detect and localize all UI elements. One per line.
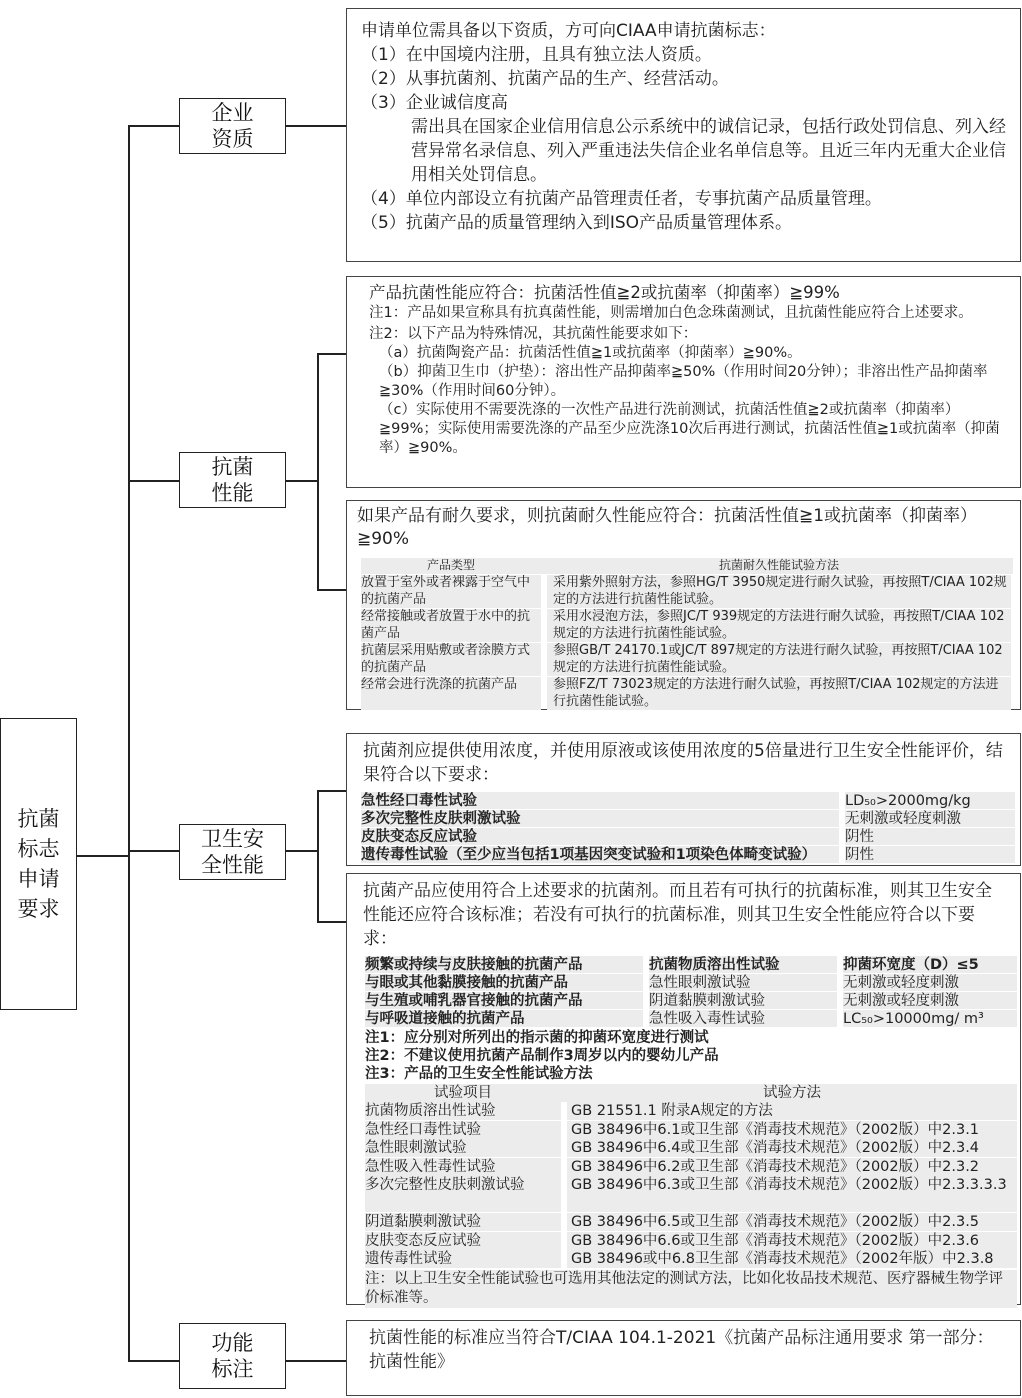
durability-row: [361, 575, 1013, 608]
method-item: 遗传毒性试验: [365, 1250, 561, 1268]
agent-safety-title: 抗菌剂应提供使用浓度，并使用原液或该使用浓度的5倍量进行卫生安全性能评价，结果符合以下要求：: [363, 741, 1003, 785]
method-row: [365, 1121, 1017, 1140]
requirement-criteria: 无刺激或轻度刺激: [843, 974, 1017, 991]
method-item: 皮肤变态反应试验: [365, 1232, 561, 1250]
requirement-test: 阴道黏膜刺激试验: [649, 992, 837, 1009]
category-qualification: 企业 资质: [179, 98, 286, 154]
qualification-item: （3）企业诚信度高: [361, 93, 508, 113]
method-item: 急性吸入性毒性试验: [365, 1158, 561, 1176]
connector-labeling: [285, 1360, 346, 1362]
root-label: 抗菌 标志 申请 要求: [0, 718, 77, 1010]
labeling-text: 抗菌性能的标准应当符合T/CIAA 104.1-2021《抗菌产品标注通用要求 第一部分：抗菌性能》: [369, 1328, 994, 1372]
durability-row-type: 经常会进行洗涤的抗菌产品: [361, 677, 541, 710]
method-spec: GB 38496中6.6或卫生部《消毒技术规范》（2002版）中2.3.6: [567, 1232, 1017, 1250]
requirement-criteria: LC₅₀>10000mg/ m³: [843, 1010, 1017, 1027]
method-row: [365, 1213, 1017, 1232]
safety-fork-bottom: [317, 921, 346, 923]
requirement-row: [365, 992, 1017, 1010]
method-item: 急性眼刺激试验: [365, 1139, 561, 1157]
durability-table: [361, 558, 1013, 710]
safety-fork: [317, 790, 319, 922]
requirement-test: 急性眼刺激试验: [649, 974, 837, 991]
category-safety: 卫生安 全性能: [179, 824, 286, 880]
durability-row-type: 放置于室外或者裸露于空气中的抗菌产品: [361, 575, 541, 608]
branch-performance: [128, 480, 179, 482]
method-spec: GB 38496中6.4或卫生部《消毒技术规范》（2002版）中2.3.4: [567, 1139, 1017, 1157]
durability-row-type: 经常接触或者放置于水中的抗菌产品: [361, 609, 541, 642]
agent-safety-row: [361, 828, 1017, 846]
method-row: [365, 1176, 1017, 1213]
category-performance: 抗菌 性能: [179, 452, 286, 508]
agent-safety-test: 皮肤变态反应试验: [361, 828, 839, 845]
connector-performance: [285, 480, 318, 482]
method-item: 阴道黏膜刺激试验: [365, 1213, 561, 1231]
requirement-row: [365, 956, 1017, 974]
requirement-row: [365, 974, 1017, 992]
performance-sub-c: （c）实际使用不需要洗涤的一次性产品进行洗前测试，抗菌活性值≧2或抗菌率（抑菌率）≧99%；实际使用需要洗涤的产品至少应洗涤10次后再进行测试，抗菌活性值≧1或抗菌率（抑菌率）≧90%。: [379, 402, 1000, 456]
branch-labeling: [128, 1360, 179, 1362]
method-row: [365, 1250, 1017, 1269]
product-requirements-table: [365, 956, 1017, 1083]
product-safety-note3: 注3：产品的卫生安全性能试验方法: [365, 1066, 593, 1082]
requirement-test: 抗菌物质溶出性试验: [649, 956, 837, 973]
qualification-item: （4）单位内部设立有抗菌产品管理责任者，专事抗菌产品质量管理。: [361, 189, 882, 209]
qualification-item-detail: 需出具在国家企业信用信息公示系统中的诚信记录，包括行政处罚信息、列入经营异常名录信息、列入严重违法失信企业名单信息等。且近三年内无重大企业信用相关处罚信息。: [411, 117, 1006, 185]
method-spec: GB 38496中6.2或卫生部《消毒技术规范》（2002版）中2.3.2: [567, 1158, 1017, 1176]
method-header-row: [365, 1084, 1017, 1102]
requirement-product: 与生殖或哺乳器官接触的抗菌产品: [365, 992, 643, 1009]
qualification-item: （5）抗菌产品的质量管理纳入到ISO产品质量管理体系。: [361, 213, 793, 233]
requirement-product: 频繁或持续与皮肤接触的抗菌产品: [365, 956, 643, 973]
method-item: 抗菌物质溶出性试验: [365, 1102, 561, 1120]
agent-safety-result: 阴性: [845, 846, 1015, 863]
agent-safety-row: [361, 846, 1017, 864]
method-spec: GB 38496中6.3或卫生部《消毒技术规范》（2002版）中2.3.3.3.3: [567, 1176, 1017, 1212]
method-spec: GB 38496中6.1或卫生部《消毒技术规范》（2002版）中2.3.1: [567, 1121, 1017, 1139]
requirement-product: 与呼吸道接触的抗菌产品: [365, 1010, 643, 1027]
durability-header-method: 抗菌耐久性能试验方法: [718, 558, 839, 572]
method-table: [365, 1084, 1017, 1308]
agent-safety-test: 遗传毒性试验（至少应当包括1项基因突变试验和1项染色体畸变试验）: [361, 846, 839, 863]
requirement-criteria: 抑菌环宽度（D）≤5: [843, 956, 1017, 973]
performance-fork-top: [317, 353, 346, 355]
requirement-product: 与眼或其他黏膜接触的抗菌产品: [365, 974, 643, 991]
method-header-item: 试验项目: [434, 1085, 492, 1101]
performance-note2: 注2：以下产品为特殊情况，其抗菌性能要求如下：: [369, 326, 698, 342]
performance-sub-b: （b）抑菌卫生巾（护垫）：溶出性产品抑菌率≧50%（作用时间20分钟）；非溶出性产品抑菌率≧30%（作用时间60分钟）。: [379, 364, 988, 399]
performance-fork: [317, 353, 319, 590]
method-footnote: 注：以上卫生安全性能试验也可选用其他法定的测试方法，比如化妆品技术规范、医疗器械生物学评价标准等。: [365, 1270, 1017, 1308]
method-spec: GB 38496或中6.8卫生部《消毒技术规范》（2002年版）中2.3.8: [567, 1250, 1017, 1268]
method-item: 多次完整性皮肤刺激试验: [365, 1176, 561, 1212]
category-labeling: 功能 标注: [179, 1323, 286, 1389]
performance-title: 产品抗菌性能应符合：抗菌活性值≧2或抗菌率（抑菌率）≧99%: [369, 283, 840, 302]
requirement-criteria: 无刺激或轻度刺激: [843, 992, 1017, 1009]
method-spec: GB 21551.1 附录A规定的方法: [567, 1102, 1017, 1120]
product-safety-note1: 注1：应分别对所列出的指示菌的抑菌环宽度进行测试: [365, 1030, 709, 1046]
product-safety-note2: 注2：不建议使用抗菌产品制作3周岁以内的婴幼儿产品: [365, 1048, 719, 1064]
connector-safety: [285, 850, 318, 852]
performance-fork-bottom: [317, 589, 346, 591]
requirement-test: 急性吸入毒性试验: [649, 1010, 837, 1027]
durability-header-row: [361, 558, 1013, 574]
agent-safety-table: [361, 792, 1017, 864]
agent-safety-result: LD₅₀>2000mg/kg: [845, 792, 1015, 809]
performance-sub-a: （a）抗菌陶瓷产品：抗菌活性值≧1或抗菌率（抑菌率）≧90%。: [379, 345, 802, 361]
durability-row: [361, 677, 1013, 710]
agent-safety-box: [346, 733, 1021, 866]
method-item: 急性经口毒性试验: [365, 1121, 561, 1139]
performance-note1: 注1：产品如果宣称具有抗真菌性能，则需增加白色念珠菌测试，且抗菌性能应符合上述要求。: [369, 305, 973, 321]
labeling-box: [346, 1320, 1021, 1396]
trunk-line: [128, 125, 130, 1361]
method-row: [365, 1158, 1017, 1177]
durability-row-method: 采用紫外照射方法，参照HG/T 3950规定进行耐久试验，再按照T/CIAA 102规定的方法进行抗菌性能试验。: [547, 575, 1011, 608]
method-spec: GB 38496中6.5或卫生部《消毒技术规范》（2002版）中2.3.5: [567, 1213, 1017, 1231]
performance-box: [346, 276, 1021, 488]
qualification-intro: 申请单位需具备以下资质，方可向CIAA申请抗菌标志：: [361, 21, 776, 41]
root-connector: [76, 855, 129, 857]
agent-safety-row: [361, 810, 1017, 828]
durability-row-method: 参照FZ/T 73023规定的方法进行耐久试验，再按照T/CIAA 102规定的方法进行抗菌性能试验。: [547, 677, 1011, 710]
agent-safety-test: 急性经口毒性试验: [361, 792, 839, 809]
qualification-item: （1）在中国境内注册，且具有独立法人资质。: [361, 45, 712, 65]
durability-row-type: 抗菌层采用贴敷或者涂膜方式的抗菌产品: [361, 643, 541, 676]
durability-title: 如果产品有耐久要求，则抗菌耐久性能应符合：抗菌活性值≧1或抗菌率（抑菌率）≧90%: [357, 506, 978, 549]
agent-safety-row: [361, 792, 1017, 810]
durability-row-method: 参照GB/T 24170.1或JC/T 897规定的方法进行耐久试验，再按照T/CIAA 102规定的方法进行抗菌性能试验。: [547, 643, 1011, 676]
agent-safety-test: 多次完整性皮肤刺激试验: [361, 810, 839, 827]
connector-qualification: [285, 125, 346, 127]
qualification-item: （2）从事抗菌剂、抗菌产品的生产、经营活动。: [361, 69, 729, 89]
branch-safety: [128, 850, 179, 852]
durability-row-method: 采用水浸泡方法，参照JC/T 939规定的方法进行耐久试验，再按照T/CIAA 102规定的方法进行抗菌性能试验。: [547, 609, 1011, 642]
method-row: [365, 1102, 1017, 1121]
durability-row: [361, 609, 1013, 642]
product-safety-title: 抗菌产品应使用符合上述要求的抗菌剂。而且若有可执行的抗菌标准，则其卫生安全性能还应符合该标准；若没有可执行的抗菌标准，则其卫生安全性能应符合以下要求：: [363, 881, 992, 949]
method-row: [365, 1139, 1017, 1158]
durability-row: [361, 643, 1013, 676]
agent-safety-result: 阴性: [845, 828, 1015, 845]
method-header-method: 试验方法: [763, 1085, 821, 1101]
durability-header-type: 产品类型: [426, 558, 475, 572]
durability-box: [346, 500, 1021, 710]
qualification-box: [346, 8, 1021, 262]
product-safety-box: [346, 873, 1021, 1305]
branch-qualification: [128, 125, 179, 127]
agent-safety-result: 无刺激或轻度刺激: [845, 810, 1015, 827]
requirement-row: [365, 1010, 1017, 1028]
safety-fork-top: [317, 790, 346, 792]
method-row: [365, 1232, 1017, 1251]
